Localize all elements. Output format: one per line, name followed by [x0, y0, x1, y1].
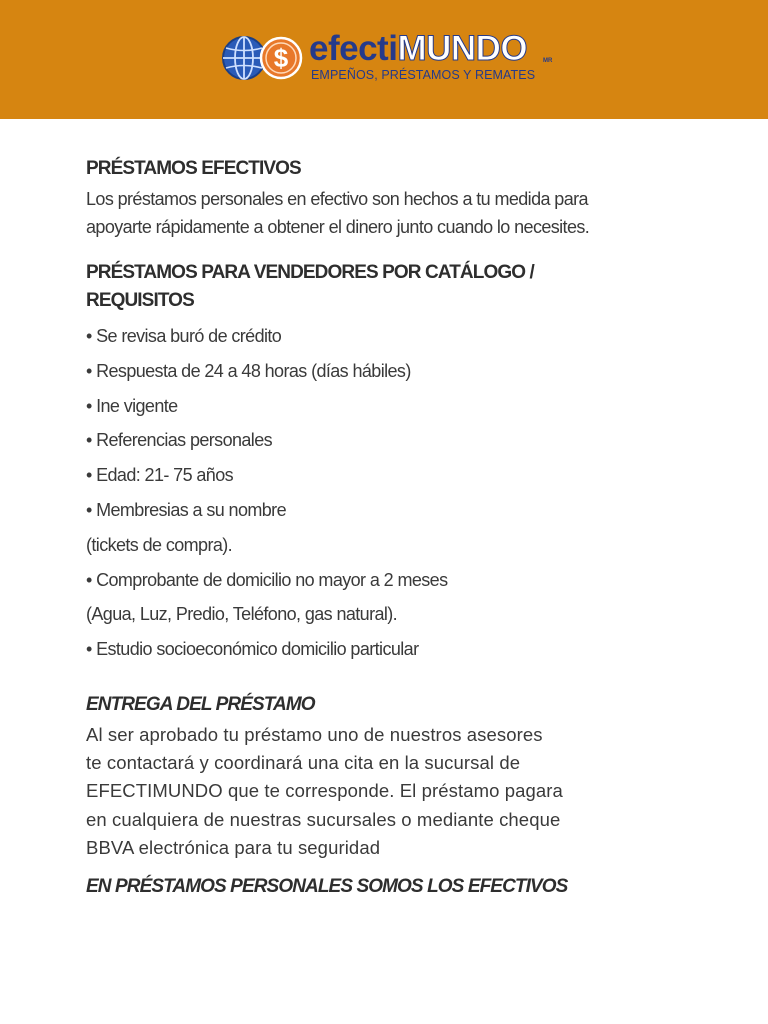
brand-tagline: EMPEÑOS, PRÉSTAMOS Y REMATES — [311, 68, 536, 82]
svg-text:$: $ — [273, 43, 289, 73]
header-banner — [0, 0, 768, 119]
brand-part-2: MUNDO — [397, 29, 528, 68]
section-title-requisitos: REQUISITOS — [86, 290, 194, 311]
requirement-item: • Comprobante de domicilio no mayor a 2 meses — [86, 570, 448, 590]
section-title-prestamos-efectivos: PRÉSTAMOS EFECTIVOS — [86, 158, 301, 179]
section3-line: en cualquiera de nuestras sucursales o mediante cheque — [86, 809, 561, 830]
brand-logo[interactable] — [221, 29, 553, 87]
trademark-mark: MR — [543, 58, 553, 64]
brand-name — [309, 30, 527, 68]
section3-line: te contactará y coordinará una cita en la sucursal de — [86, 752, 521, 773]
requirement-item: • Edad: 21- 75 años — [86, 465, 234, 485]
section3-line: EFECTIMUNDO que te corresponde. El préstamo pagara — [86, 780, 563, 801]
section-title-entrega: ENTREGA DEL PRÉSTAMO — [86, 694, 315, 715]
requirement-item: • Ine vigente — [86, 396, 178, 416]
section-title-vendedores: PRÉSTAMOS PARA VENDEDORES POR CATÁLOGO / — [86, 262, 534, 283]
brand-part-1: efecti — [309, 29, 398, 68]
requirement-item: • Membresias a su nombre — [86, 500, 286, 520]
section3-line: BBVA electrónica para tu seguridad — [86, 837, 381, 858]
requirement-item: • Respuesta de 24 a 48 horas (días hábiles) — [86, 361, 411, 381]
requirement-item: • Referencias personales — [86, 430, 273, 450]
closing-slogan: EN PRÉSTAMOS PERSONALES SOMOS LOS EFECTIVOS — [86, 876, 568, 897]
dollar-coin-icon — [259, 36, 303, 80]
section1-line: apoyarte rápidamente a obtener el dinero junto cuando lo necesites. — [86, 217, 590, 237]
section1-line: Los préstamos personales en efectivo son hechos a tu medida para — [86, 189, 588, 209]
requirement-item: • Estudio socioeconómico domicilio particular — [86, 639, 419, 659]
requirement-note: (tickets de compra). — [86, 535, 233, 555]
requirement-note: (Agua, Luz, Predio, Teléfono, gas natural). — [86, 604, 398, 624]
section3-line: Al ser aprobado tu préstamo uno de nuestros asesores — [86, 724, 543, 745]
requirement-item: • Se revisa buró de crédito — [86, 326, 282, 346]
